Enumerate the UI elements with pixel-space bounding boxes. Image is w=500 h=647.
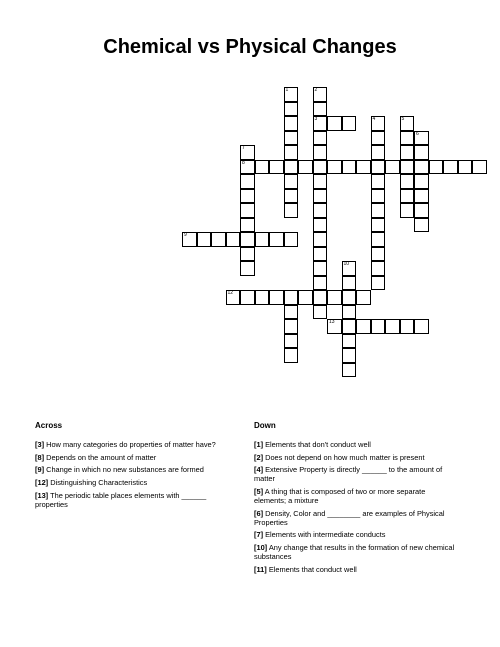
clue-number-label: [11]	[254, 564, 267, 574]
grid-cell[interactable]	[327, 319, 342, 334]
grid-cell[interactable]	[414, 145, 429, 160]
grid-cell[interactable]	[371, 276, 386, 291]
grid-cell[interactable]	[400, 203, 415, 218]
across-heading: Across	[35, 421, 63, 430]
grid-cell[interactable]	[371, 189, 386, 204]
clue-number: 10	[343, 261, 350, 267]
grid-cell[interactable]	[342, 319, 357, 334]
down-clue	[254, 530, 459, 539]
grid-cell[interactable]	[255, 232, 270, 247]
grid-cell[interactable]	[327, 290, 342, 305]
clue-number-label: [3]	[35, 440, 45, 449]
grid-cell[interactable]	[371, 319, 386, 334]
grid-cell[interactable]	[240, 290, 255, 305]
grid-cell[interactable]	[414, 174, 429, 189]
grid-cell[interactable]	[284, 334, 299, 349]
grid-cell[interactable]	[240, 218, 255, 233]
down-clue-list	[254, 440, 459, 574]
grid-cell[interactable]	[284, 116, 299, 131]
grid-cell[interactable]	[269, 232, 284, 247]
down-heading: Down	[254, 421, 276, 430]
grid-cell[interactable]	[342, 334, 357, 349]
across-clue	[35, 478, 240, 487]
grid-cell[interactable]	[414, 160, 429, 175]
clue-text: Elements that don't conduct well	[265, 440, 371, 449]
grid-cell[interactable]	[211, 232, 226, 247]
clue-text: The periodic table places elements with ______ properties	[35, 490, 207, 509]
grid-cell[interactable]	[284, 232, 299, 247]
down-clue	[254, 543, 459, 561]
clue-text: A thing that is composed of two or more separate elements; a mixture	[254, 487, 426, 506]
clue-number-label: [6]	[254, 508, 264, 518]
page-title: Chemical vs Physical Changes	[103, 36, 397, 58]
grid-cell[interactable]	[284, 319, 299, 334]
clue-number: 4	[372, 116, 376, 122]
down-clue	[254, 509, 459, 527]
grid-cell[interactable]	[269, 160, 284, 175]
grid-cell[interactable]	[313, 87, 328, 102]
grid-cell[interactable]	[472, 160, 487, 175]
clue-number-label: [1]	[254, 440, 264, 449]
grid-cell[interactable]	[342, 261, 357, 276]
grid-cell[interactable]	[298, 290, 313, 305]
clue-text: Elements with intermediate conducts	[265, 530, 386, 540]
grid-cell[interactable]	[313, 189, 328, 204]
clue-number-label: [12]	[35, 478, 49, 488]
grid-cell[interactable]	[342, 116, 357, 131]
clue-text: Distinguishing Characteristics	[50, 478, 148, 488]
grid-cell[interactable]	[371, 218, 386, 233]
grid-cell[interactable]	[356, 160, 371, 175]
grid-cell[interactable]	[342, 290, 357, 305]
grid-cell[interactable]	[414, 218, 429, 233]
grid-cell[interactable]	[371, 116, 386, 131]
clue-number: 7	[242, 145, 245, 151]
across-clues	[35, 421, 240, 512]
clue-number: 9	[184, 232, 187, 238]
grid-cell[interactable]	[371, 131, 386, 146]
grid-cell[interactable]	[226, 290, 241, 305]
clue-text: Density, Color and ________ are examples of Physical Properties	[254, 508, 445, 527]
grid-cell[interactable]	[342, 160, 357, 175]
clue-number-label: [5]	[254, 487, 264, 497]
grid-cell[interactable]	[371, 174, 386, 189]
clue-number: 3	[314, 116, 318, 122]
grid-cell[interactable]	[313, 145, 328, 160]
grid-cell[interactable]	[342, 305, 357, 320]
grid-cell[interactable]	[327, 160, 342, 175]
grid-cell[interactable]	[443, 160, 458, 175]
clue-number-label: [2]	[254, 452, 264, 462]
grid-cell[interactable]	[240, 145, 255, 160]
grid-cell[interactable]	[313, 305, 328, 320]
grid-cell[interactable]	[400, 189, 415, 204]
clue-number: 12	[227, 290, 234, 296]
clue-number-label: [9]	[35, 465, 45, 475]
grid-cell[interactable]	[226, 232, 241, 247]
across-clue	[35, 453, 240, 462]
grid-cell[interactable]	[284, 145, 299, 160]
grid-cell[interactable]	[240, 174, 255, 189]
grid-cell[interactable]	[284, 305, 299, 320]
grid-cell[interactable]	[371, 261, 386, 276]
down-clue	[254, 440, 459, 449]
down-clue	[254, 453, 459, 462]
grid-cell[interactable]	[414, 189, 429, 204]
clue-text: Elements that conduct well	[268, 564, 357, 574]
grid-cell[interactable]	[400, 131, 415, 146]
across-clue	[35, 491, 240, 509]
grid-cell[interactable]	[371, 203, 386, 218]
across-clue	[35, 465, 240, 474]
grid-cell[interactable]	[255, 290, 270, 305]
grid-cell[interactable]	[400, 145, 415, 160]
grid-cell[interactable]	[284, 203, 299, 218]
grid-cell[interactable]	[240, 247, 255, 262]
grid-cell[interactable]	[313, 247, 328, 262]
grid-cell[interactable]	[313, 116, 328, 131]
down-clue	[254, 565, 459, 574]
clue-number: 1	[285, 87, 289, 93]
clue-text: Extensive Property is directly ______ to the amount of matter	[254, 465, 443, 484]
grid-cell[interactable]	[400, 160, 415, 175]
down-clue	[254, 487, 459, 505]
clue-number-label: [4]	[254, 465, 264, 475]
across-clue-list	[35, 440, 240, 509]
across-clue	[35, 440, 240, 449]
clue-number-label: [7]	[254, 530, 264, 540]
grid-cell[interactable]	[356, 319, 371, 334]
grid-cell[interactable]	[400, 174, 415, 189]
grid-cell[interactable]	[284, 174, 299, 189]
clue-number: 2	[314, 87, 318, 93]
grid-cell[interactable]	[371, 145, 386, 160]
grid-cell[interactable]	[385, 160, 400, 175]
grid-cell[interactable]	[298, 160, 313, 175]
grid-cell[interactable]	[313, 131, 328, 146]
grid-cell[interactable]	[371, 247, 386, 262]
grid-cell[interactable]	[313, 232, 328, 247]
clue-number: 8	[242, 159, 245, 166]
grid-cell[interactable]	[342, 363, 357, 378]
grid-cell[interactable]	[400, 116, 415, 131]
grid-cell[interactable]	[240, 160, 255, 175]
grid-cell[interactable]	[356, 290, 371, 305]
grid-cell[interactable]	[313, 276, 328, 291]
clue-number-label: [13]	[35, 490, 49, 500]
clue-number-label: [10]	[254, 543, 268, 553]
grid-cell[interactable]	[284, 131, 299, 146]
grid-cell[interactable]	[284, 102, 299, 117]
down-clues	[254, 421, 459, 578]
grid-cell[interactable]	[255, 160, 270, 175]
grid-cell[interactable]	[385, 319, 400, 334]
grid-cell[interactable]	[269, 290, 284, 305]
grid-cell[interactable]	[313, 218, 328, 233]
grid-cell[interactable]	[284, 160, 299, 175]
clue-text: Change in which no new substances are formed	[46, 465, 204, 475]
grid-cell[interactable]	[240, 203, 255, 218]
grid-cell[interactable]	[429, 160, 444, 175]
grid-cell[interactable]	[182, 232, 197, 247]
grid-cell[interactable]	[371, 160, 386, 175]
clue-text: How many categories do properties of matter have?	[46, 440, 216, 449]
down-clue	[254, 465, 459, 483]
grid-cell[interactable]	[371, 232, 386, 247]
grid-cell[interactable]	[458, 160, 473, 175]
grid-cell[interactable]	[414, 319, 429, 334]
grid-cell[interactable]	[313, 261, 328, 276]
grid-cell[interactable]	[313, 102, 328, 117]
grid-cell[interactable]	[240, 232, 255, 247]
grid-cell[interactable]	[197, 232, 212, 247]
grid-cell[interactable]	[342, 276, 357, 291]
clue-text: Any change that results in the formation of new chemical substances	[254, 543, 455, 562]
grid-cell[interactable]	[414, 131, 429, 146]
clue-number: 13	[329, 319, 335, 325]
grid-cell[interactable]	[313, 160, 328, 175]
grid-cell[interactable]	[284, 290, 299, 305]
grid-cell[interactable]	[313, 290, 328, 305]
clue-text: Does not depend on how much matter is present	[265, 452, 425, 462]
clue-number-label: [8]	[35, 452, 45, 462]
clue-number: 5	[401, 116, 405, 122]
grid-cell[interactable]	[313, 203, 328, 218]
grid-cell[interactable]	[342, 348, 357, 363]
grid-cell[interactable]	[240, 189, 255, 204]
grid-cell[interactable]	[240, 261, 255, 276]
clue-text: Depends on the amount of matter	[46, 452, 157, 462]
grid-cell[interactable]	[284, 87, 299, 102]
grid-cell[interactable]	[414, 203, 429, 218]
clue-number: 6	[416, 130, 419, 137]
grid-cell[interactable]	[284, 189, 299, 204]
grid-cell[interactable]	[313, 174, 328, 189]
grid-cell[interactable]	[327, 116, 342, 131]
grid-cell[interactable]	[284, 348, 299, 363]
grid-cell[interactable]	[400, 319, 415, 334]
